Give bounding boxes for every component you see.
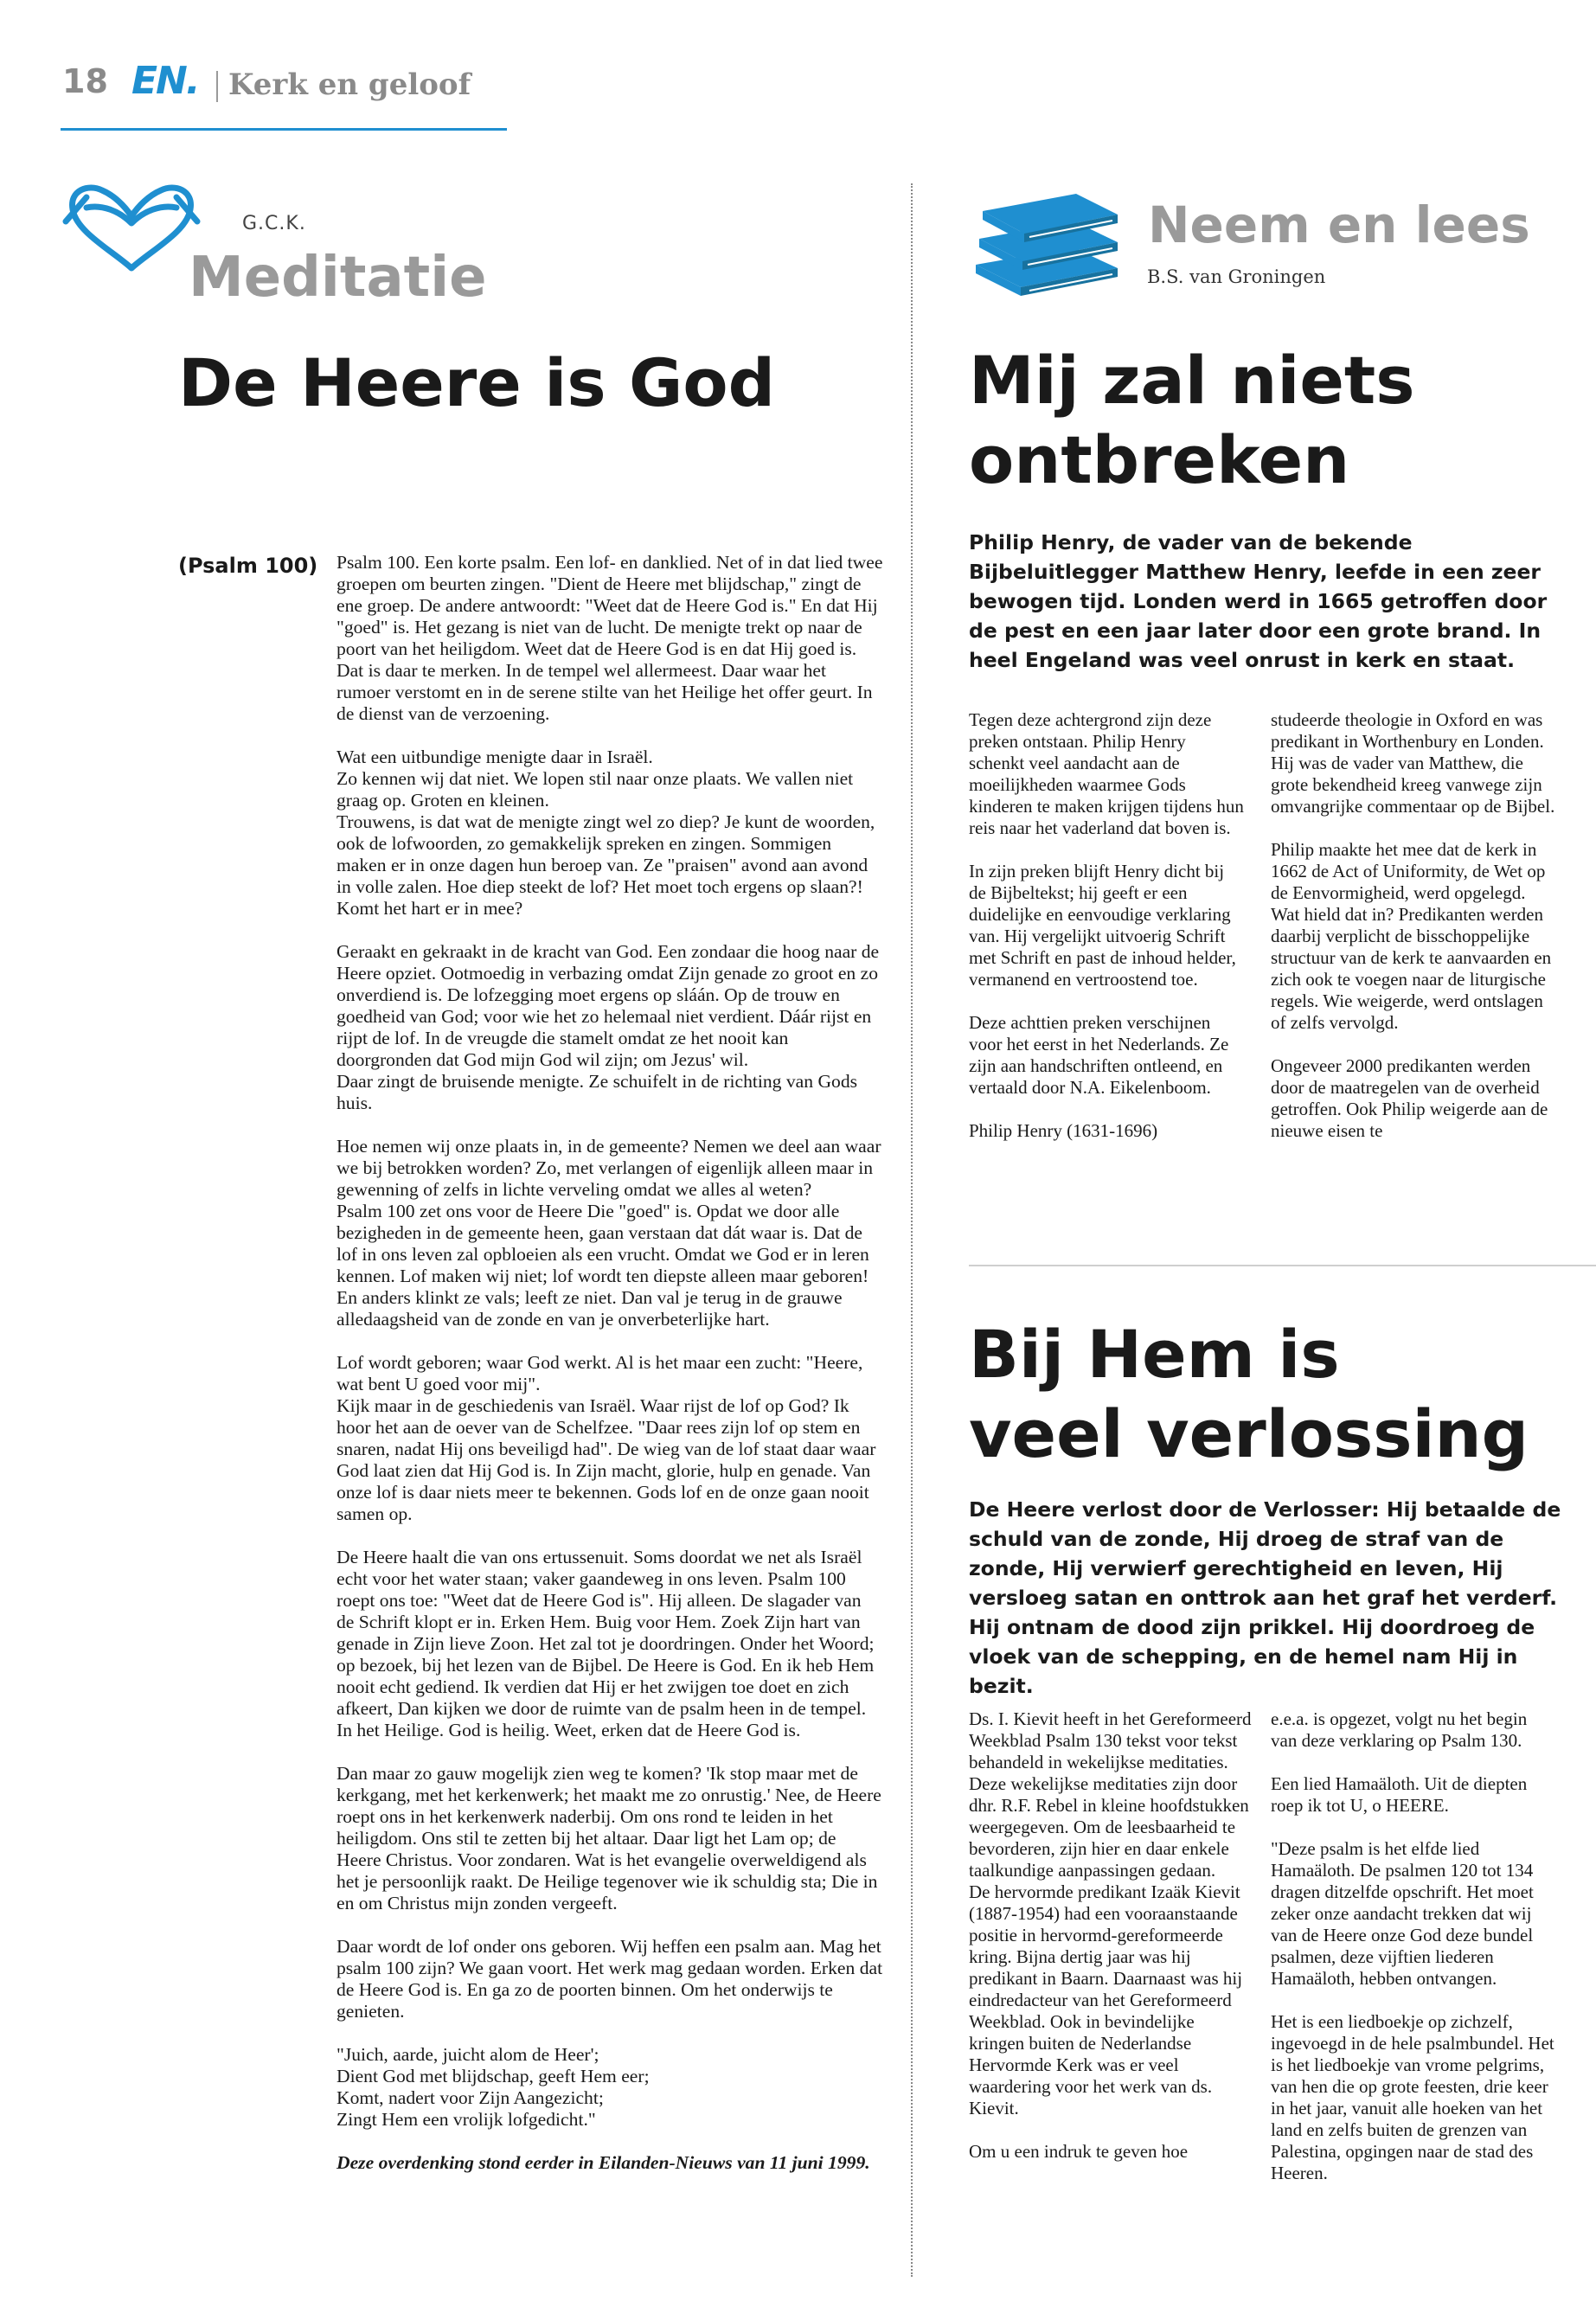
article2-column-2 — [1271, 1708, 1556, 2206]
psalm-reference: (Psalm 100) — [178, 554, 318, 578]
left-paragraph: Dan maar zo gauw mogelijk zien weg te komen? 'Ik stop maar met de kerkgang, met het kerkenwerk; het maakt me zo onrustig.' Nee, de Heere roept ons in het kerkenwerk naderbij. Om ons rond te leiden in het heiligdom. Ons stil te zetten bij het altaar. Daar ligt het Lam op; de Heere Christus. Voor zondaren. Wat is het evangelie overweldigend als het je persoonlijk raakt. De Heilige tegenover wie ik schuldig sta; Die in en om Christus mijn zonden vergeeft. — [337, 1763, 881, 1913]
book-icon — [969, 185, 1123, 298]
article1-paragraph: Philip maakte het mee dat de kerk in 1662 de Act of Uniformity, de Wet op de Eenvormigheid, werd opgelegd. Wat hield dat in? Predikanten werden daarbij verplicht de bisschoppelijke structuur van de kerk te aanvaarden en zich ook te voegen naar de liturgische regels. Wie weigerde, werd ontslagen of zelfs vervolgd. — [1271, 839, 1552, 1033]
left-paragraph: Daar wordt de lof onder ons geboren. Wij heffen een psalm aan. Mag het psalm 100 zijn? We gaan voort. Het werk mag gedaan worden. Erken dat de Heere God is. En ga zo de poorten binnen. Om het onderwijs te genieten. — [337, 1936, 883, 2022]
article1-paragraph: Tegen deze achtergrond zijn deze preken ontstaan. Philip Henry schenkt veel aandacht aan de moeilijkheden waarmee Gods kinderen te maken krijgen tijdens hun reis naar het vaderland dat boven is. — [969, 709, 1244, 838]
article1-paragraph: Deze achttien preken verschijnen voor het eerst in het Nederlands. Ze zijn aan handschriften ontleend, en vertaald door N.A. Eikelenboom. — [969, 1012, 1229, 1098]
right-kicker: Neem en lees — [1148, 195, 1530, 254]
article2-headline-line1: Bij Hem is — [969, 1316, 1340, 1393]
article2-paragraph: Een lied Hamaäloth. Uit de diepten roep ik tot U, o HEERE. — [1271, 1773, 1528, 1816]
left-paragraph: Lof wordt geboren; waar God werkt. Al is het maar een zucht: "Heere, wat bent U goed voor mij". Kijk maar in de geschiedenis van Israël. Waar rijst de lof op God? Ik hoor het aan de oever van de Schelfzee. "Daar rees zijn lof op stem en snaren, nadat Hij ons beveiligd had". De wieg van de lof staat daar waar God laat zien dat Hij God is. In Zijn macht, glorie, hulp en genade. Van onze lof is daar niets meer te bekennen. Gods lof en de onze gaan nooit samen op. — [337, 1352, 876, 1524]
article-divider — [969, 1265, 1596, 1266]
left-body — [337, 552, 883, 2195]
article2-lead: De Heere verlost door de Verlosser: Hij betaalde de schuld van de zonde, Hij droeg de straf van de zonde, Hij verwierf gerechtigheid en leven, Hij versloeg satan en onttrok aan het graf het verderf. Hij ontnam de dood zijn prikkel. Hij doordroeg de vloek van de schepping, en de hemel nam Hij in bezit. — [969, 1497, 1561, 1698]
left-paragraph: Wat een uitbundige menigte daar in Israël. Zo kennen wij dat niet. We lopen stil naar onze plaats. We vallen niet graag op. Groten en kleinen. Trouwens, is dat wat de menigte zingt wel zo diep? Je kunt de woorden, ook de lofwoorden, zo gemakkelijk spreken en zingen. Sommigen maken er in onze dagen hun beroep van. Ze "praisen" avond aan avond in volle zalen. Hoe diep steekt de lof? Het moet toch ergens op slaan?! Komt het hart er in mee? — [337, 747, 875, 919]
article1-column-1 — [969, 709, 1246, 1163]
article2-paragraph: "Deze psalm is het elfde lied Hamaäloth. De psalmen 120 tot 134 dragen ditzelfde opschrift. Het moet zeker onze aandacht trekken dat wij van de Heere onze God deze bundel psalmen, deze vijftien liederen Hamaäloth, hebben ontvangen. — [1271, 1838, 1534, 1989]
article1-headline — [969, 341, 1574, 500]
article2-headline — [969, 1315, 1574, 1474]
column-divider — [911, 183, 913, 2277]
article2-paragraph: e.e.a. is opgezet, volgt nu het begin van deze verklaring op Psalm 130. — [1271, 1708, 1528, 1751]
article2-column-1 — [969, 1708, 1254, 2184]
heart-book-icon — [61, 178, 202, 275]
left-kicker: Meditatie — [189, 246, 487, 310]
article1-lead: Philip Henry, de vader van de bekende Bijbeluitlegger Matthew Henry, leefde in een zeer bewogen tijd. Londen werd in 1665 getroffen door de pest en een jaar later door een grote brand. In heel Engeland was veel onrust in kerk en staat. — [969, 530, 1548, 672]
article2-paragraph: Ds. I. Kievit heeft in het Gereformeerd Weekblad Psalm 130 tekst voor tekst behandeld in wekelijkse meditaties. Deze wekelijkse meditaties zijn door dhr. R.F. Rebel in kleine hoofdstukken weergegeven. Om de leesbaarheid te bevorderen, zijn hier en daar enkele taalkundige aanpassingen gedaan. De hervormde predikant Izaäk Kievit (1887-1954) had een vooraanstaande positie in hervormd-gereformeerde kring. Bijna dertig jaar was hij predikant in Baarn. Daarnaast was hij eindredacteur van het Gereformeerd Weekblad. Ook in bevindelijke kringen buiten de Nederlandse Hervormde Kerk was er veel waardering voor het werk van ds. Kievit. — [969, 1708, 1252, 2118]
article1-headline-line2: ontbreken — [969, 421, 1350, 498]
left-paragraph: Hoe nemen wij onze plaats in, in de gemeente? Nemen we deel aan waar we bij betrokken worden? Zo, met verlangen of eigenlijk alleen maar in gewenning of zelfs in lichte verveling omdat we alles al weten? Psalm 100 zet ons voor de Heere Die "goed" is. Opdat we door alle bezigheden in de gemeente heen, gaan verstaan dat dát waar is. Dat de lof in ons leven zal opbloeien als een vrucht. Omdat we God er in leren kennen. Lof maken wij niet; lof wordt ten diepste alleen maar geboren! En anders klinkt ze vals; leeft ze niet. Dan val je terug in de grauwe alledaagsheid van de zonde en van je onverbeterlijke hart. — [337, 1136, 881, 1330]
article1-headline-line1: Mij zal niets — [969, 342, 1415, 419]
article1-paragraph: studeerde theologie in Oxford en was predikant in Worthenbury en Londen. Hij was de vader van Matthew, die grote bekendheid kreeg vanwege zijn omvangrijke commentaar op de Bijbel. — [1271, 709, 1555, 817]
article2-paragraph: Om u een indruk te geven hoe — [969, 2141, 1189, 2162]
left-paragraph: Psalm 100. Een korte psalm. Een lof- en danklied. Net of in dat lied twee groepen om beurten zingen. "Dient de Heere met blijdschap," zingt de ene groep. De andere antwoordt: "Weet dat de Heere God is." En dat Hij "goed" is. Het gezang is niet van de lucht. De menigte trekt op naar de poort van het heiligdom. Weet dat de Heere God is en dat Hij goed is. Dat is daar te merken. In de tempel wel allermeest. Daar waar het rumoer verstomt en in de serene stilte van het Heilige het offer geurt. In de dienst van de verzoening. — [337, 552, 883, 724]
left-headline: De Heere is God — [178, 344, 776, 421]
source-note: Deze overdenking stond eerder in Eilanden-Nieuws van 11 juni 1999. — [337, 2152, 870, 2173]
left-paragraph: "Juich, aarde, juicht alom de Heer'; Dient God met blijdschap, geeft Hem eer; Komt, nadert voor Zijn Aangezicht; Zingt Hem een vrolijk lofgedicht." — [337, 2044, 650, 2130]
page-number: 18 — [62, 62, 108, 100]
article2-paragraph: Het is een liedboekje op zichzelf, ingevoegd in de hele psalmbundel. Het is het liedboekje van vrome pelgrims, van hen die op grote feesten, drie keer in het jaar, vanuit alle hoeken van het land en zelfs buiten de grenzen van Palestina, opgingen naar de stad des Heeren. — [1271, 2011, 1554, 2183]
section-label: Kerk en geloof — [228, 67, 471, 102]
left-paragraph: De Heere haalt die van ons ertussenuit. Soms doordat we net als Israël echt voor het water staan; vaker gaandeweg in ons leven. Psalm 100 roept ons toe: "Weet dat de Heere God is". Hij alleen. De slagader van de Schrift klopt er in. Erken Hem. Buig voor Hem. Zoek Zijn hart van genade in Zijn lieve Zoon. Het zal tot je doordringen. Onder het Woord; op bezoek, bij het lezen van de Bijbel. De Heere is God. En ik heb Hem nooit echt gediend. Ik verdien dat Hij er het zwijgen toe doet en zich afkeert, Dan kijken we door de ruimte van de psalm heen in de tempel. In het Heilige. God is heilig. Weet, erken dat de Heere God is. — [337, 1547, 875, 1740]
publication-logo: EN. — [131, 59, 199, 103]
header-rule — [61, 128, 507, 131]
article1-column-2 — [1271, 709, 1556, 1163]
article1-paragraph: In zijn preken blijft Henry dicht bij de Bijbeltekst; hij geeft er een duidelijke en eenvoudige verklaring van. Hij vergelijkt uitvoerig Schrift met Schrift en past de inhoud helder, vermanend en vertroostend toe. — [969, 861, 1236, 990]
right-author: B.S. van Groningen — [1147, 266, 1326, 287]
article1-paragraph: Ongeveer 2000 predikanten werden door de maatregelen van de overheid getroffen. Ook Philip weigerde aan de nieuwe eisen te — [1271, 1055, 1548, 1141]
left-paragraph: Geraakt en gekraakt in de kracht van God. Een zondaar die hoog naar de Heere opziet. Ootmoedig in verbazing omdat Zijn genade zo groot en zo onverdiend is. De lofzegging moet ergens op sláán. Op de trouw en goedheid van God; voor wie het zo helemaal niet verdient. Dáár rijst en rijpt de lof. In de vreugde die stamelt omdat ze het nooit kan doorgronden dat God mijn God wil zijn; om Jezus' wil. Daar zingt de bruisende menigte. Ze schuifelt in de richting van Gods huis. — [337, 941, 880, 1113]
article2-headline-line2: veel verlossing — [969, 1395, 1529, 1472]
header-separator — [216, 71, 218, 102]
left-author: G.C.K. — [242, 213, 306, 234]
article1-paragraph: Philip Henry (1631-1696) — [969, 1120, 1158, 1141]
